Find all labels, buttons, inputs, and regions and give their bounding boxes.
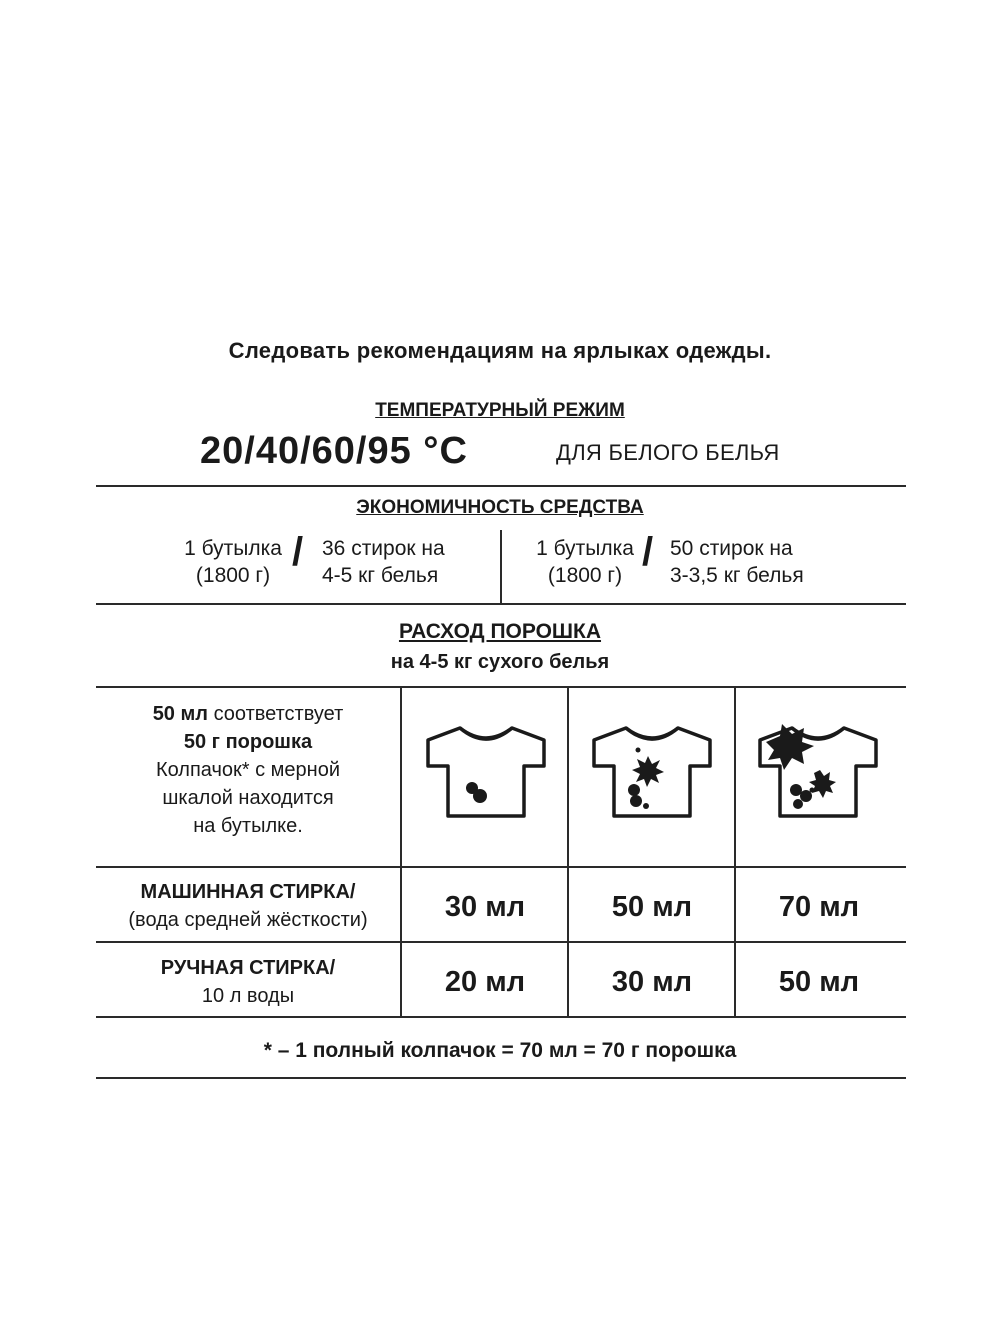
table-top-border: [96, 686, 906, 688]
tshirt-medium-stain-icon: [590, 720, 714, 820]
divider: [96, 1077, 906, 1079]
dosage-corresponds: соответствует: [213, 703, 344, 725]
economy-left-bottle-line1: 1 бутылка: [184, 537, 282, 560]
hand-wash-light: 20 мл: [444, 966, 526, 998]
economy-left-result-line2: 4-5 кг белья: [322, 564, 439, 587]
economy-right-result-line2: 3-3,5 кг белья: [670, 564, 804, 587]
divider: [96, 603, 906, 605]
divider: [96, 485, 906, 487]
tshirt-light-stain-icon: [424, 720, 548, 820]
cap-line2: шкалой находится: [162, 787, 334, 809]
economy-heading: ЭКОНОМИЧНОСТЬ СРЕДСТВА: [356, 497, 644, 518]
dosage-info: [96, 700, 400, 840]
consumption-heading: РАСХОД ПОРОШКА: [398, 620, 602, 643]
machine-wash-label: [96, 878, 400, 934]
hand-wash-label: [96, 954, 400, 1010]
economy-left-result-line1: 36 стирок на: [322, 537, 445, 560]
temperature-value: 20/40/60/95 °C: [200, 430, 468, 472]
economy-right-result-line1: 50 стирок на: [670, 537, 793, 560]
economy-right-slash: /: [642, 530, 654, 574]
table-row-divider: [96, 941, 906, 943]
table-bottom-border: [96, 1016, 906, 1018]
hand-wash-label-line2: 10 л воды: [201, 985, 295, 1007]
economy-right-bottle-line1: 1 бутылка: [536, 537, 634, 560]
economy-right-bottle-line2: (1800 г): [547, 564, 623, 587]
hand-wash-medium: 30 мл: [611, 966, 693, 998]
economy-right-result: [670, 535, 850, 595]
dosage-ml: 50 мл: [152, 703, 208, 725]
economy-left-bottle: [168, 535, 298, 595]
cap-line3: на бутылке.: [193, 815, 303, 837]
tshirt-heavy-stain-icon: [756, 720, 880, 820]
economy-right-bottle: [520, 535, 650, 595]
intro-text: Следовать рекомендациям на ярлыках одежды.: [228, 338, 772, 363]
temperature-note: ДЛЯ БЕЛОГО БЕЛЬЯ: [556, 440, 780, 465]
table-row-divider: [96, 866, 906, 868]
economy-divider: [500, 530, 502, 604]
machine-wash-light: 30 мл: [444, 891, 526, 923]
temperature-heading: ТЕМПЕРАТУРНЫЙ РЕЖИМ: [375, 400, 625, 421]
hand-wash-label-line1: РУЧНАЯ СТИРКА/: [160, 957, 336, 979]
machine-wash-label-line2: (вода средней жёсткости): [128, 909, 368, 931]
machine-wash-heavy: 70 мл: [778, 891, 860, 923]
cap-line1: Колпачок* с мерной: [155, 759, 341, 781]
consumption-subheading: на 4-5 кг сухого белья: [390, 651, 610, 673]
footnote: * – 1 полный колпачок = 70 мл = 70 г порошка: [263, 1039, 737, 1062]
economy-left-slash: /: [292, 530, 304, 574]
dosage-g: 50 г порошка: [183, 731, 313, 753]
economy-left-result: [322, 535, 492, 595]
hand-wash-heavy: 50 мл: [778, 966, 860, 998]
economy-left-bottle-line2: (1800 г): [195, 564, 271, 587]
machine-wash-label-line1: МАШИННАЯ СТИРКА/: [140, 881, 356, 903]
machine-wash-medium: 50 мл: [611, 891, 693, 923]
